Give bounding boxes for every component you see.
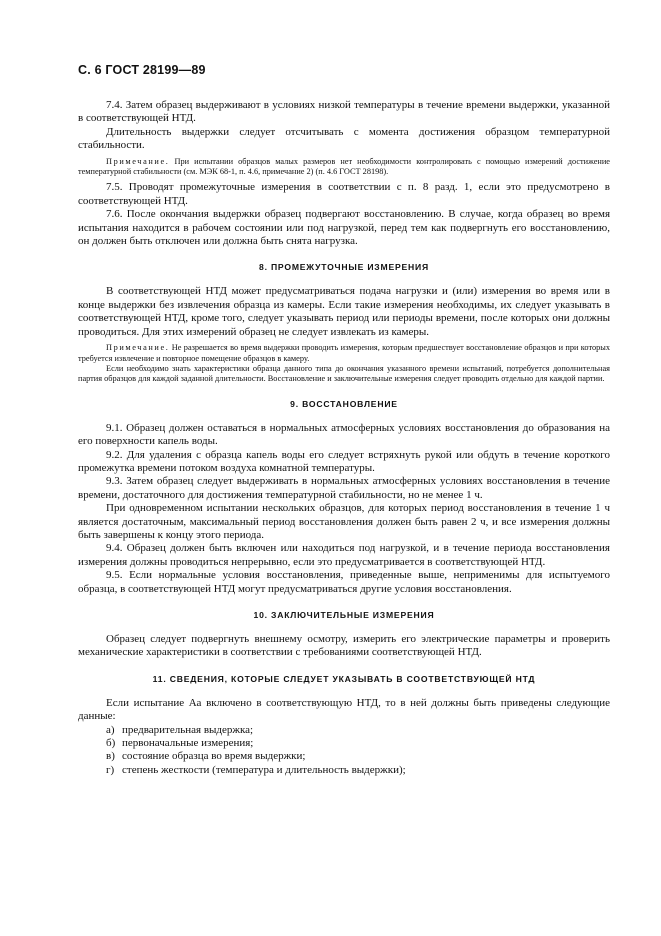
- paragraph-duration: Длительность выдержки следует отсчитывать с момента достижения образцом температурной стабильности.: [78, 125, 610, 152]
- note-text: Не разрешается во время выдержки проводить измерения, которым предшествует восстановление образцов и при которых требуется извлечение и повторное помещение образцов в камеру.: [78, 343, 610, 363]
- list-item-text: предварительная выдержка;: [122, 723, 254, 736]
- section-10-title: 10. ЗАКЛЮЧИТЕЛЬНЫЕ ИЗМЕРЕНИЯ: [253, 610, 435, 620]
- section-11-title: 11. СВЕДЕНИЯ, КОТОРЫЕ СЛЕДУЕТ УКАЗЫВАТЬ В СООТВЕТСТВУЮЩЕЙ НТД: [152, 673, 536, 684]
- paragraph-9-3: 9.3. Затем образец следует выдерживать в нормальных атмосферных условиях восстановления в течение времени, достаточного для достижения температурной стабильности, но не менее 1 ч.: [78, 475, 610, 501]
- paragraph-7-4: 7.4. Затем образец выдерживают в условиях низкой температуры в течение времени выдержки, указанной в соответствующей НТД.: [78, 99, 610, 125]
- paragraph-9-2: 9.2. Для удаления с образца капель воды его следует встряхнуть рукой или обдуть в течение короткого промежутка времени потоком воздуха комнатной температуры.: [78, 448, 610, 474]
- paragraph-8: В соответствующей НТД может предусматриваться подача нагрузки и (или) измерения во время или в конце выдержки без извлечения образца из камеры. Если такие измерения необходимы, их следует указывать в соответствующей НТД, кроме того, следует указывать период или периоды времени, после которых они должны проводиться. Для этих измерений образец не следует извлекать из камеры.: [78, 285, 610, 338]
- paragraph-9-1: 9.1. Образец должен оставаться в нормальных атмосферных условиях восстановления до образования на его поверхности капель воды.: [78, 421, 610, 448]
- note-label: Примечание.: [106, 343, 170, 353]
- list-marker: б): [106, 737, 116, 750]
- list-marker: в): [106, 750, 115, 763]
- paragraph-7-5: 7.5. Проводят промежуточные измерения в соответствии с п. 8 разд. 1, если это предусмотрено в соответствующей НТД.: [78, 181, 610, 207]
- list-item: [78, 764, 610, 777]
- page-header: С. 6 ГОСТ 28199—89: [78, 63, 206, 77]
- paragraph-9-5: 9.5. Если нормальные условия восстановления, приведенные выше, неприменимы для испытуемого образца, в соответствующей НТД могут предусматриваться другие условия восстановления.: [78, 569, 610, 595]
- note-text: При испытании образцов малых размеров нет необходимости контролировать с помощью измерений достижение температурной стабильности (см. МЭК 68-1, п. 4.6, примечание 2) (п. 4.6 ГОСТ 28198).: [78, 156, 610, 177]
- list-marker: а): [106, 723, 115, 736]
- list-item: [78, 724, 610, 737]
- paragraph-10: Образец следует подвергнуть внешнему осмотру, измерить его электрические параметры и проверить механические характеристики в соответствии с требованиями соответствующей НТД.: [78, 633, 610, 659]
- note-8: [78, 343, 610, 364]
- paragraph-9-4: 9.4. Образец должен быть включен или находиться под нагрузкой, и в течение периода восстановления измерения должны проводиться непрерывно, если это предусматривается в соответствующей НТД.: [78, 542, 610, 568]
- list-item: [78, 737, 610, 750]
- section-9-title: 9. ВОССТАНОВЛЕНИЕ: [290, 398, 398, 409]
- paragraph-11: Если испытание Аа включено в соответствующую НТД, то в ней должны быть приведены следующие данные:: [78, 696, 610, 723]
- list-item: [78, 750, 610, 763]
- note-7: [78, 157, 610, 178]
- note-label: Примечание.: [106, 156, 170, 166]
- paragraph-7-6: 7.6. После окончания выдержки образец подвергают восстановлению. В случае, когда образец во время испытания находится в рабочем состоянии или под нагрузкой, перед тем как подвергнуть его восстановлению, он должен быть отключен или должна быть снята нагрузка.: [78, 208, 610, 248]
- note-8-continued: Если необходимо знать характеристики образца данного типа до окончания указанного времени испытаний, потребуется дополнительная партия образцов для каждой заданной длительности. Восстановление и заключительные измерения следует проводить отдельно для каждой партии.: [78, 363, 610, 384]
- section-8-title: 8. ПРОМЕЖУТОЧНЫЕ ИЗМЕРЕНИЯ: [258, 262, 430, 273]
- list-item-text: первоначальные измерения;: [122, 737, 254, 750]
- list-item-text: состояние образца во время выдержки;: [122, 750, 306, 763]
- requirements-list: [78, 724, 610, 778]
- paragraph-9-3-cont: При одновременном испытании нескольких образцов, для которых период восстановления в течение 1 ч является достаточным, максимальный период восстановления должен быть равен 2 ч, и все измерения должны быть завершены к концу этого периода.: [78, 502, 610, 541]
- list-marker: г): [106, 763, 115, 776]
- list-item-text: степень жесткости (температура и длительность выдержки);: [122, 763, 406, 776]
